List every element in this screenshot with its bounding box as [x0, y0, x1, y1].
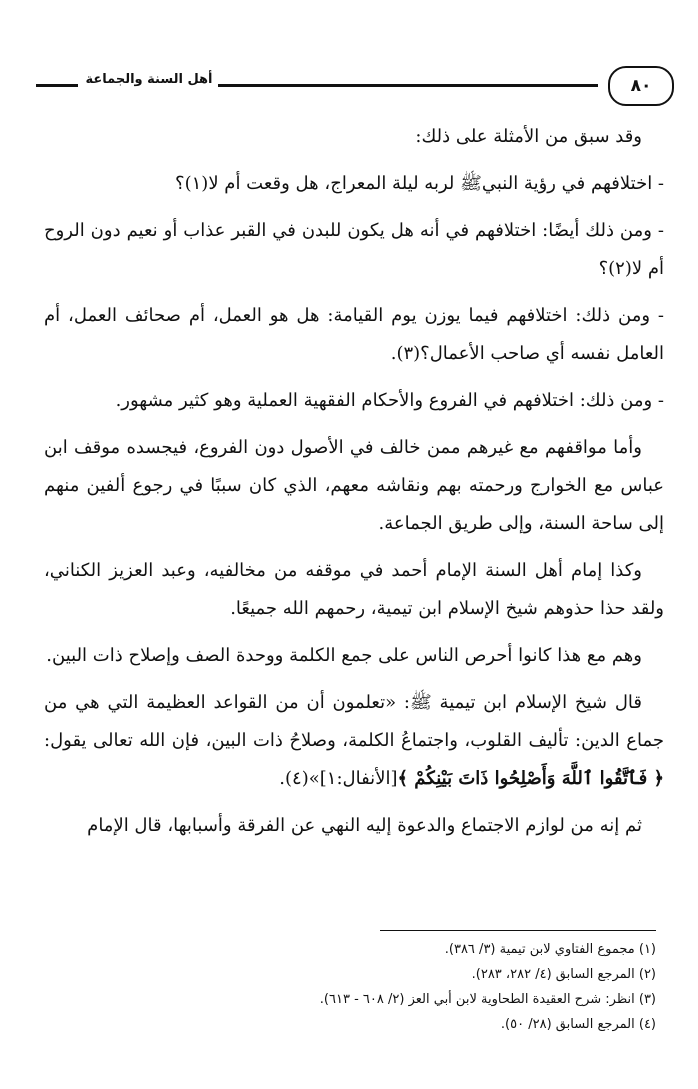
paragraph: وقد سبق من الأمثلة على ذلك:: [415, 126, 642, 147]
main-text: [44, 118, 664, 854]
footnote: (٤) المرجع السابق (٢٨/ ٥٠).: [500, 1017, 656, 1032]
paragraph: - ومن ذلك أيضًا: اختلافهم في أنه هل يكون للبدن في القبر عذاب أو نعيم دون الروح أم لا(٢)؟: [44, 220, 664, 279]
footnote: (٢) المرجع السابق (٤/ ٢٨٢، ٢٨٣).: [471, 967, 656, 982]
paragraph: - اختلافهم في رؤية النبيﷺ لربه ليلة المعراج، هل وقعت أم لا(١)؟: [175, 173, 664, 194]
footnote-separator: [380, 930, 656, 931]
verse-reference: [الأنفال:١]»(٤).: [279, 768, 398, 789]
quran-verse: ﴿ فَٱتَّقُوا ٱللَّهَ وَأَصْلِحُوا ذَاتَ بَيْنِكُمْ ﴾: [397, 768, 664, 789]
header-rule-left: [36, 84, 78, 87]
quote-paragraph: [44, 684, 664, 798]
header-rule-main: [218, 84, 598, 87]
footnotes: [44, 937, 656, 1037]
quote-lead: قال شيخ الإسلام ابن تيمية ﷺ: «تعلمون أن من القواعد العظيمة التي هي من جماع الدين: تأليف القلوب، واجتماعُ الكلمة، وصلاحُ ذات البين، فإن الله تعالى يقول:: [44, 692, 664, 751]
page-header: [28, 66, 678, 108]
page-number: ٨٠: [608, 66, 674, 106]
paragraph: وأما مواقفهم مع غيرهم ممن خالف في الأصول دون الفروع، فيجسده موقف ابن عباس مع الخوارج ورحمته بهم ونقاشه معهم، الذي كان سببًا في رجوع ألفين منهم إلى ساحة السنة، وإلى طريق الجماعة.: [44, 437, 664, 534]
paragraph: - ومن ذلك: اختلافهم في الفروع والأحكام الفقهية العملية وهو كثير مشهور.: [115, 390, 664, 411]
running-title: أهل السنة والجماعة: [85, 72, 213, 87]
paragraph: وكذا إمام أهل السنة الإمام أحمد في موقفه من مخالفيه، وعبد العزيز الكناني، ولقد حذا حذوهم شيخ الإسلام ابن تيمية، رحمهم الله جميعًا.: [44, 560, 664, 619]
paragraph: ثم إنه من لوازم الاجتماع والدعوة إليه النهي عن الفرقة وأسبابها، قال الإمام: [87, 815, 642, 836]
footnote: (٣) انظر: شرح العقيدة الطحاوية لابن أبي العز (٢/ ٦٠٨ - ٦١٣).: [319, 992, 656, 1007]
footnote: (١) مجموع الفتاوي لابن تيمية (٣/ ٣٨٦).: [444, 942, 656, 957]
paragraph: - ومن ذلك: اختلافهم فيما يوزن يوم القيامة: هل هو العمل، أم صحائف العمل، أم العامل نفسه أي صاحب الأعمال؟(٣).: [44, 305, 664, 364]
paragraph: وهم مع هذا كانوا أحرص الناس على جمع الكلمة ووحدة الصف وإصلاح ذات البين.: [46, 645, 642, 666]
